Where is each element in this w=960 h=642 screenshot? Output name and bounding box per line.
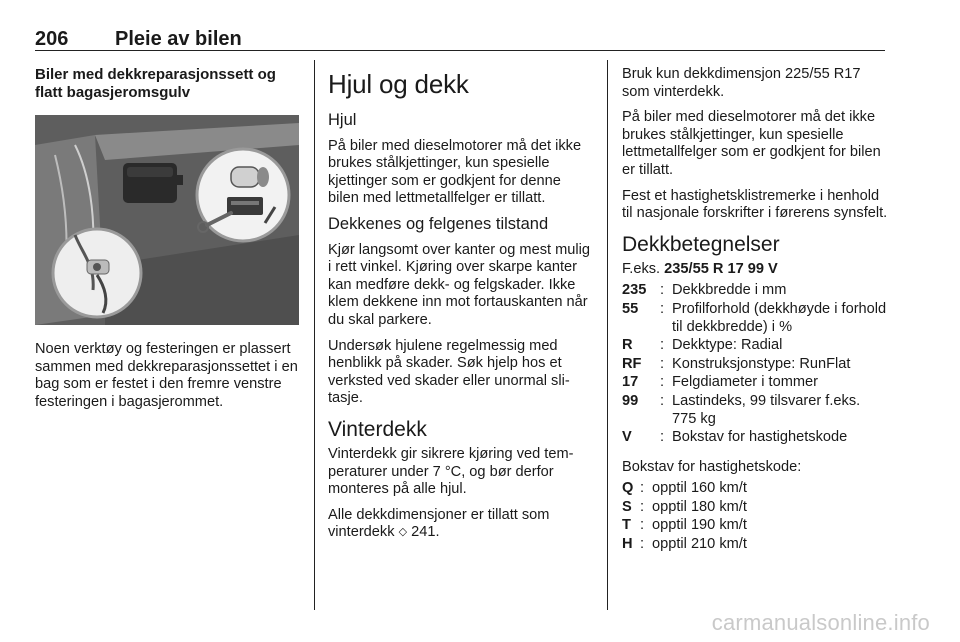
designation-key: 55 bbox=[622, 300, 639, 317]
designation-key: 235 bbox=[622, 282, 647, 299]
speed-code-row: Q : opptil 160 km/t bbox=[622, 480, 888, 498]
speed-code-value: opptil 160 km/t bbox=[652, 480, 747, 497]
designation-example bbox=[622, 261, 888, 279]
column-divider-2 bbox=[607, 60, 608, 610]
designation-list bbox=[622, 282, 888, 446]
designation-value: Bokstav for hastighetskode bbox=[672, 429, 848, 446]
speed-code-row: T : opptil 190 km/t bbox=[622, 517, 888, 535]
designation-value: Felgdiameter i tommer bbox=[672, 374, 818, 391]
designation-row: 99 : Lastindeks, 99 tilsvarer f.eks. 775 kg bbox=[622, 393, 888, 428]
trunk-repair-kit-illustration bbox=[35, 115, 299, 325]
cross-reference-page[interactable]: 241. bbox=[411, 524, 440, 541]
designation-row: 55 : Profilforhold (dekkhøyde i forhold til dekkbredde) i % bbox=[622, 300, 887, 335]
speed-code-key: T bbox=[622, 517, 631, 534]
subheading-wheels: Hjul bbox=[328, 111, 357, 129]
paragraph-alloy-rims: På biler med dieselmotorer må det ikke brukes stålkjettinger, kun spesielle lettmetallfelger som er godkjent for bilen er tillatt. bbox=[622, 109, 881, 178]
column-1 bbox=[35, 66, 299, 419]
designation-row: 17 : Felgdiameter i tommer bbox=[622, 374, 888, 392]
chapter-section-title: Hjul og dekk bbox=[328, 69, 469, 99]
paragraph-kerbs: Kjør langsomt over kanter og mest mulig i rett vinkel. Kjøring over skarpe kanter kan medføre dekk- og felgskader. Ikke klem dekkene inn mot fortauskanten når du skal parkere. bbox=[328, 241, 590, 328]
designation-row: V : Bokstav for hastighetskode bbox=[622, 429, 888, 447]
designation-key: 17 bbox=[622, 374, 639, 391]
illustration-caption: Noen verktøy og festeringen er plassert sammen med dekkreparasjonssettet i en bag som er festet i den fremre venstre festeringen i bagasjerommet. bbox=[35, 341, 298, 410]
speed-code-value: opptil 210 km/t bbox=[652, 536, 747, 553]
speed-code-key: Q bbox=[622, 480, 634, 497]
site-watermark: carmanualsonline.info bbox=[711, 610, 930, 635]
designation-key: 99 bbox=[622, 392, 639, 409]
designation-key: V bbox=[622, 429, 632, 446]
speed-code-value: opptil 190 km/t bbox=[652, 517, 747, 534]
heading-winter-tyres: Vinterdekk bbox=[328, 417, 427, 441]
speed-code-key: H bbox=[622, 536, 633, 553]
trunk-illustration-svg bbox=[35, 115, 299, 325]
speed-code-intro: Bokstav for hastighetskode: bbox=[622, 458, 802, 475]
winter-sizes-text: Alle dekkdimensjoner er tillatt som vinterdekk bbox=[328, 506, 550, 541]
paragraph-winter-temp: Vinterdekk gir sikrere kjøring ved temperaturer under 7 °C, og bør derfor monteres på alle hjul. bbox=[328, 445, 574, 498]
designation-value: Konstruksjonstype: RunFlat bbox=[672, 355, 851, 372]
section-heading-repair-kit: Biler med dekkreparasjonssett og flatt bagasjeromsgulv bbox=[35, 66, 276, 101]
speed-code-row: H : opptil 210 km/t bbox=[622, 536, 888, 554]
paragraph-winter-sizes bbox=[328, 507, 594, 542]
subheading-tyre-condition: Dekkenes og felgenes tilstand bbox=[328, 214, 549, 233]
column-2 bbox=[328, 66, 594, 550]
column-3 bbox=[622, 66, 888, 566]
designation-key: RF bbox=[622, 355, 642, 372]
designation-value: Lastindeks, 99 tilsvarer f.eks. 775 kg bbox=[672, 392, 861, 427]
paragraph-speed-sticker: Fest et hastighetsklistremerke i henhold til nasjonale forskrifter i førerens synsfelt. bbox=[622, 187, 888, 222]
paragraph-winter-dimension: Bruk kun dekkdimensjon 225/55 R17 som vinterdekk. bbox=[622, 66, 861, 100]
speed-code-key: S bbox=[622, 498, 632, 515]
paragraph-inspect: Undersøk hjulene regelmessig med henblikk på skader. Søk hjelp hos et verksted ved skader eller unormal slitasje. bbox=[328, 337, 570, 407]
designation-key: R bbox=[622, 337, 633, 354]
paragraph-wheels: På biler med dieselmotorer må det ikke brukes stålkjettinger, kun spesielle kjettinger som er godkjent for denne bilen med lettmetallfelger er tillatt. bbox=[328, 137, 582, 207]
designation-row: RF : Konstruksjonstype: RunFlat bbox=[622, 356, 888, 374]
speed-code-value: opptil 180 km/t bbox=[652, 498, 747, 515]
example-code: 235/55 R 17 99 V bbox=[664, 260, 778, 277]
designation-row: R : Dekktype: Radial bbox=[622, 337, 888, 355]
header-divider bbox=[35, 50, 885, 51]
designation-row: 235 : Dekkbredde i mm bbox=[622, 282, 888, 300]
example-prefix: F.eks. bbox=[622, 260, 665, 277]
designation-value: Profilforhold (dekkhøyde i forhold til dekkbredde) i % bbox=[672, 300, 887, 335]
designation-value: Dekkbredde i mm bbox=[672, 282, 787, 299]
page-header bbox=[35, 28, 885, 50]
column-divider-1 bbox=[314, 60, 315, 610]
heading-tyre-designations: Dekkbetegnelser bbox=[622, 232, 780, 256]
cross-reference-icon: ◇ bbox=[398, 526, 408, 539]
speed-code-row: S : opptil 180 km/t bbox=[622, 499, 888, 517]
speed-code-list bbox=[622, 480, 888, 553]
designation-value: Dekktype: Radial bbox=[672, 337, 783, 354]
chapter-title: Pleie av bilen bbox=[115, 28, 242, 50]
page-number: 206 bbox=[35, 28, 69, 50]
